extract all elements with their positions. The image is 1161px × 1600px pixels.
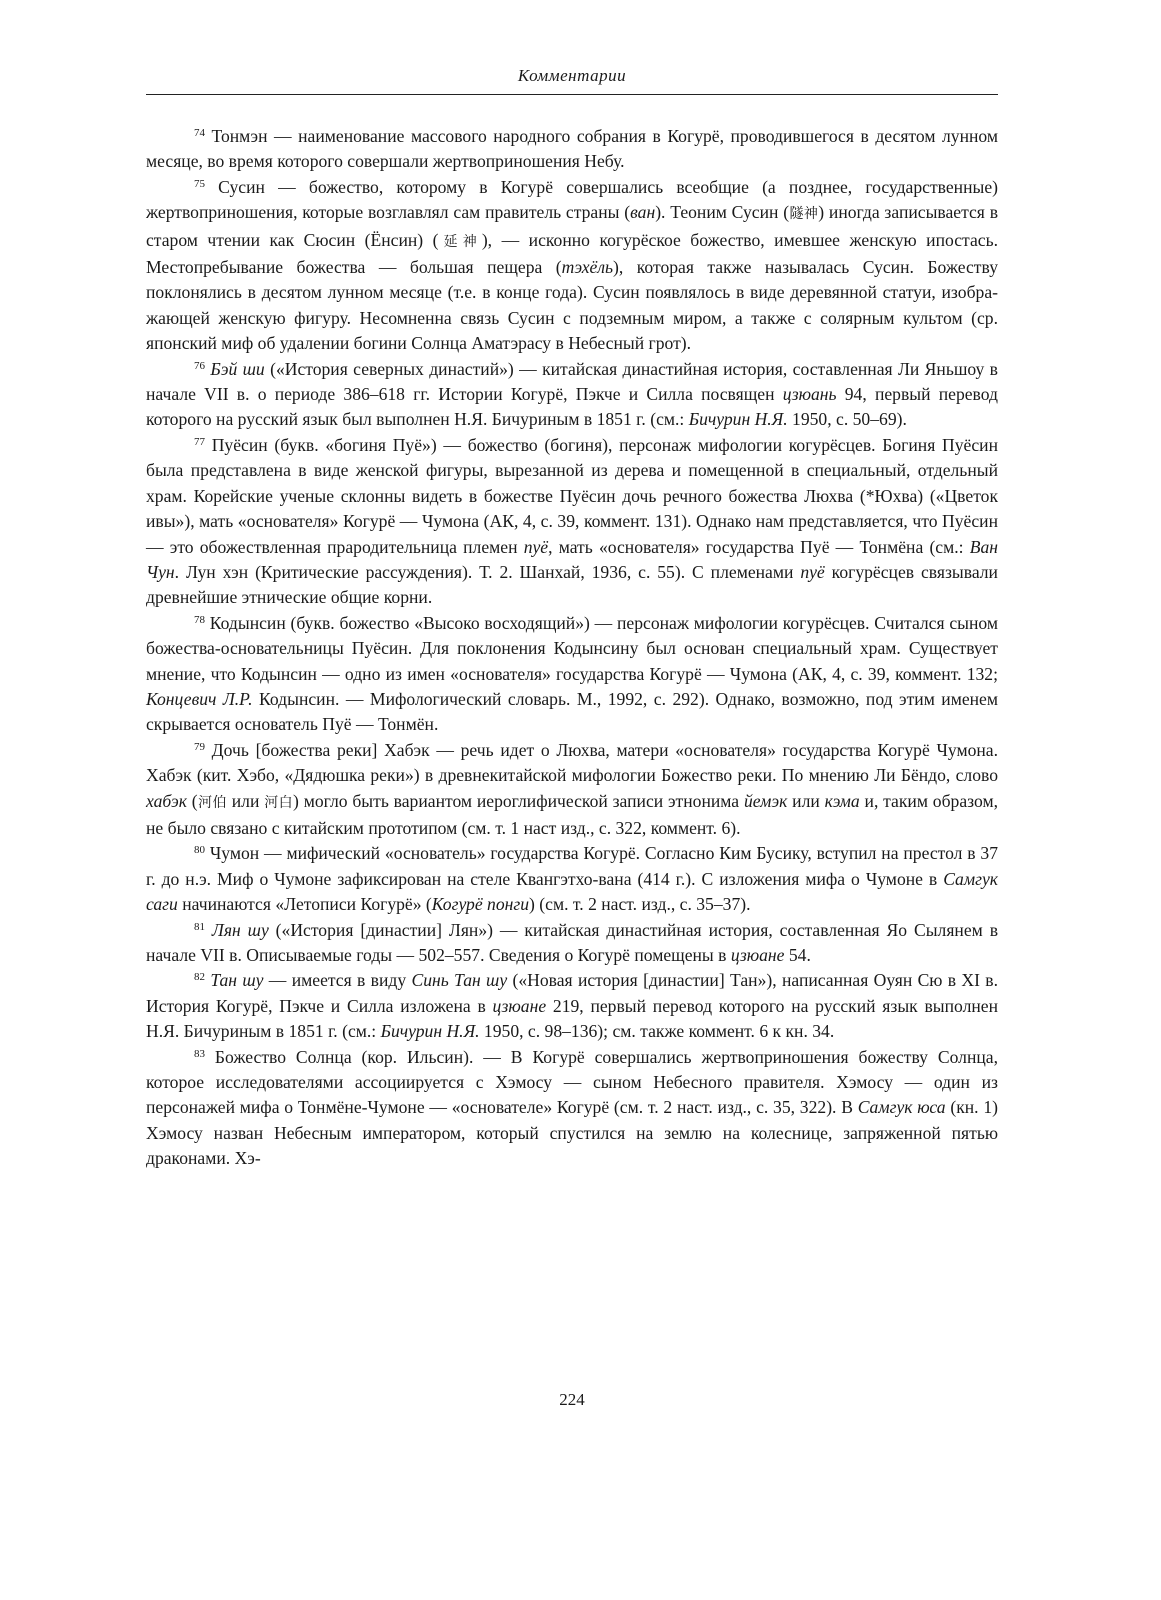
note-81: $^{81}$ Лян шу («История [династии] Лян») — китайская династийная история, составленная Яо Сылянем в начале VII в. Описываемые годы — 502–557. Сведения о Когурё помещены в цзюане 54. (146, 919, 999, 965)
note-77: $^{77}$ Пуёсин (букв. «богиня Пуё») — божество (богиня), персонаж мифологии когурёсцев. Богиня Пуёсин была представлена в виде женской фигуры, вырезанной из дерева и помещенной в специальный, отдельный храм. Корейские ученые склонны видеть в божестве Пуёсин дочь речного божества Люхва (*Юхва) («Цветок ивы»), мать «основателя» Когурё — Чумона (АК, 4, с. 39, коммент. 131). Однако нам представляется, что Пуёсин — это обожествленная прародительница племен пуё, мать «основателя» государства Пуё — Тонмёна (см.: Ван Чун. Лун хэн (Критические рассуждения). Т. 2. Шанхай, 1936, с. 55). С племенами пуё когурёсцев связывали древнейшие этнические общие корни. (146, 434, 998, 608)
note-number: 81 (194, 920, 205, 933)
note-number: 83 (194, 1047, 205, 1060)
note-number: 77 (194, 435, 205, 448)
note-76: $^{76}$ Бэй ши («История северных династий») — китайская династийная история, составленная Ли Яньшоу в начале VII в. о периоде 386–618 гг. Истории Когурё, Пэкче и Силла посвящен цзюань 94, первый перевод которого на русский язык был выполнен Н.Я. Бичуриным в 1851 г. (см.: Бичурин Н.Я. 1950, с. 50–69). (146, 358, 998, 430)
note-number: 74 (194, 127, 205, 139)
note-79: $^{79}$ Дочь [божества реки] Хабэк — речь идет о Люхва, матери «основателя» государства Когурё Чумона. Хабэк (кит. Хэбо, «Дядюшка реки») в древнекитайской мифологии Божество реки. По мнению Ли Бёндо, слово хабэк (河伯 или 河白) могло быть вариантом иероглифической записи этнонима йемэк или кэма и, таким образом, не было связано с китайским прототипом (см. т. 1 наст изд., с. 322, коммент. 6). (146, 739, 998, 838)
notes-body (146, 124, 998, 1172)
note-80: $^{80}$ Чумон — мифический «основатель» государства Когурё. Согласно Ким Бусику, вступил на престол в 37 г. до н.э. Миф о Чумоне зафиксирован на стеле Квангэтхо-вана (414 г.). С изложения мифа о Чумоне в Самгук саги начинаются «Летописи Когурё» (Когурё понги) (см. т. 2 наст. изд., с. 35–37). (146, 843, 998, 915)
note-number: 78 (194, 613, 205, 626)
note-number: 76 (194, 359, 205, 372)
note-number: 79 (194, 740, 205, 753)
note-82: $^{82}$ Тан шу — имеется в виду Синь Тан шу («Новая история [династии] Тан»), написанная Оуян Сю в XI в. История Когурё, Пэкче и Силла изложена в цзюане 219, первый перевод которого на русский язык выполнен Н.Я. Бичуриным в 1851 г. (см.: Бичурин Н.Я. 1950, с. 98–136); см. также коммент. 6 к кн. 34. (146, 970, 999, 1042)
note-number: 75 (194, 177, 205, 190)
note-75: $^{75}$ Сусин — божество, которому в Когурё совершались всеобщие (а позднее, государственные) жертвоприношения, которые возглавлял сам правитель страны (ван). Теоним Сусин (隧神) иногда записывается в старом чтении как Сюсин (Ёнсин) (延神), — исконно когурёское божество, имевшее женскую ипостась. Местопребывание божества — большая пещера (тэхёль), которая также называлась Сусин. Божеству поклонялись в десятом лунном месяце (т.е. в конце года). Сусин появлялось в виде деревянной статуи, изображающей женскую фигуру. Несомненна связь Сусин с подземным миром, а также с солярным культом (ср. японский миф об удалении богини Солнца Аматэрасу в Небесный грот). (146, 176, 999, 354)
note-number: 80 (194, 844, 205, 857)
note-number: 82 (194, 971, 205, 984)
note-74: $^{74}$ Тонмэн — наименование массового народного собрания в Когурё, проводившегося в десятом лунном месяце, во время которого совершали жертвоприношения Небу. (146, 126, 998, 172)
document-page (146, 0, 998, 1600)
page-number: 224 (559, 1390, 585, 1409)
header-rule (146, 94, 998, 95)
note-78: $^{78}$ Кодынсин (букв. божество «Высоко восходящий») — персонаж мифологии когурёсцев. Считался сыном божества-основательницы Пуёсин. Для поклонения Кодынсину был основан специальный храм. Существует мнение, что Кодынсин — одно из имен «основателя» государства Когурё — Чумона (АК, 4, с. 39, коммент. 132; Концевич Л.Р. Кодынсин. — Мифологический словарь. М., 1992, с. 292). Однако, возможно, под этим именем скрывается основатель Пуё — Тонмён. (146, 612, 998, 735)
running-head: Комментарии (517, 66, 627, 85)
note-83: $^{83}$ Божество Солнца (кор. Ильсин). — В Когурё совершались жертвоприношения божеству Солнца, которое исследователями ассоциируется с Хэмосу — сыном Небесного правителя. Хэмосу — один из персонажей мифа о Тонмёне-Чумоне — «основателе» Когурё (см. т. 2 наст. изд., с. 35, 322). В Самгук юса (кн. 1) Хэмосу назван Небесным императором, который спустился на землю на колеснице, запряженной пятью драконами. Хэ- (146, 1046, 998, 1169)
